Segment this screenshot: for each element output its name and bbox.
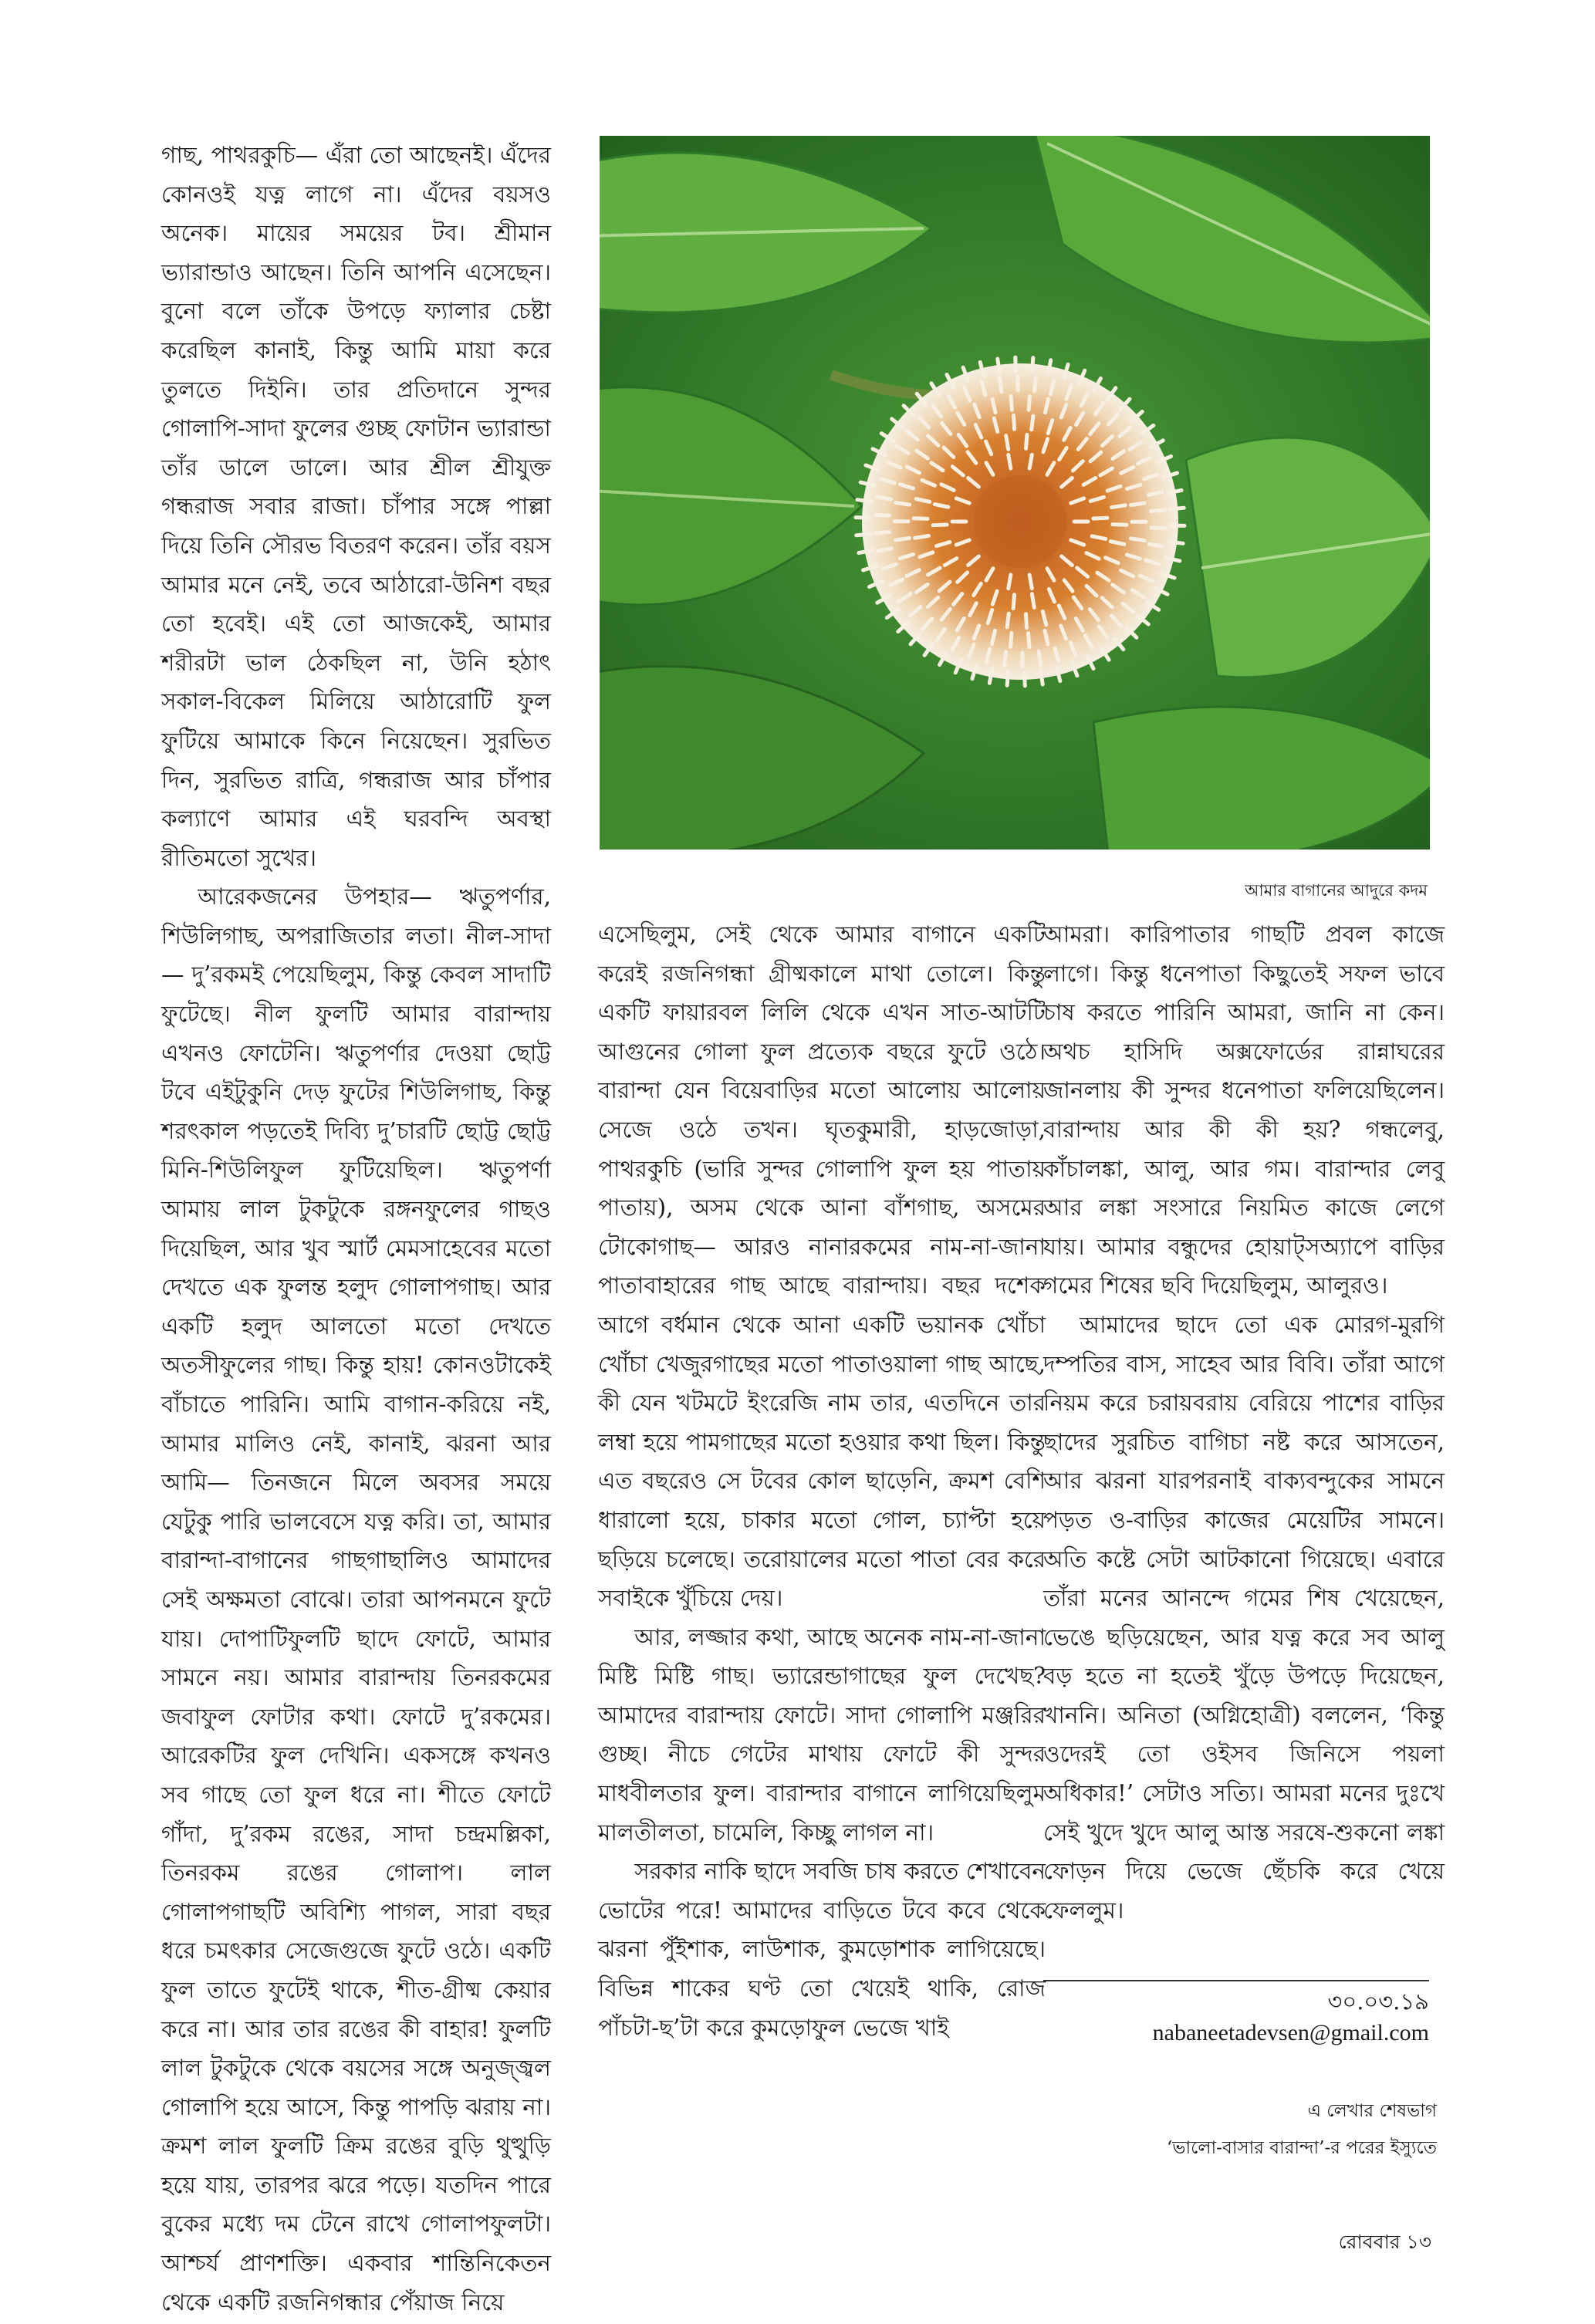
floret bbox=[1041, 671, 1042, 684]
paragraph: আমাদের ছাদে তো এক মোরগ-মুরগি দম্পতির বাস, সাহেব আর বিবি। তাঁরা আগে নিয়ম করে চরায়বরায় বেরিয়ে পাশের বাড়ির ছাদের সুরচিত বাগিচা নষ্ট করে আসতেন, আর ঝরনা যারপরনাই বাক্যবন্দুকের সামনে পড়ত ও-বাড়ির কাজের মেয়েটির সামনে। অতি কষ্টে সেটা আটকানো গিয়েছে। এবারে তাঁরা মনের আনন্দে গমের শিষ খেয়েছেন, ভেঙে ছড়িয়েছেন, আর যত্ন করে সব আলু বড় হতে না হতেই খুঁড়ে উপড়ে দিয়েছেন, খাননি। অনিতা (অগ্নিহোত্রী) বললেন, ‘কিন্তু ওদেরই তো ওইসব জিনিসে পয়লা অধিকার!’ সেটাও সত্যি। আমরা মনের দুঃখে সেই খুদে খুদে আলু আস্ত সরষে-শুকনো লঙ্কা ফোড়ন দিয়ে ভেজে ছেঁচকি করে খেয়ে ফেললুম। bbox=[1043, 1311, 1445, 1924]
floret bbox=[1048, 360, 1050, 374]
floret bbox=[989, 670, 992, 684]
floret bbox=[1025, 672, 1026, 686]
floret bbox=[1151, 510, 1164, 511]
floret bbox=[1009, 575, 1011, 589]
floret bbox=[1007, 671, 1008, 685]
floret bbox=[1026, 434, 1027, 448]
article-column-3 bbox=[1043, 915, 1445, 1930]
paragraph: আমরা। কারিপাতার গাছটি প্রবল কাজে লাগে। কিন্তু ধনেপাতা কিছুতেই সফল ভাবে চাষ করতে পারিনি আমরা, জানি না কেন। অথচ হাসিদি অক্সফোর্ডের রান্নাঘরের জানলায় কী সুন্দর ধনেপাতা ফলিয়েছিলেন। বারান্দায় আর কী কী হয়? গন্ধলেবু, কাঁচালঙ্কা, আলু, আর গম। বারান্দার লেবু আর লঙ্কা সংসারে নিয়মিত কাজে লেগে যায়। আমার বন্ধুদের হোয়াট্‌সঅ্যাপে বাড়ির গমের শিষের ছবি দিয়েছিলুম, আলুরও। bbox=[1043, 921, 1445, 1299]
floret bbox=[1009, 454, 1011, 468]
photo-caption: আমার বাগানের আদুরে কদম bbox=[1245, 881, 1428, 900]
floret bbox=[1013, 415, 1014, 429]
page-folio: রোববার ১৩ bbox=[1338, 2231, 1431, 2253]
floret bbox=[1130, 539, 1144, 541]
kadam-flower-illustration bbox=[600, 136, 1430, 850]
floret bbox=[1015, 357, 1016, 371]
floret bbox=[915, 535, 929, 538]
floret bbox=[934, 505, 948, 508]
floret bbox=[1007, 613, 1009, 627]
floret bbox=[1011, 396, 1012, 410]
floret bbox=[1032, 416, 1033, 430]
floret bbox=[857, 534, 870, 535]
floret bbox=[859, 550, 873, 552]
paragraph: এসেছিলুম, সেই থেকে আমার বাগানে একটি করেই রজনিগন্ধা গ্রীষ্মকালে মাথা তোলে। কিন্তু একটি ফায়ারবল লিলি থেকে এখন সাত-আটটি আগুনের গোলা ফুল প্রত্যেক বছরে ফুটে ওঠে। বারান্দা যেন বিয়েবাড়ির মতো আলোয় আলোয় সেজে ওঠে তখন। ঘৃতকুমারী, হাড়জোড়া, পাথরকুচি (ভারি সুন্দর গোলাপি ফুল হয় পাতায় পাতায়), অসম থেকে আনা বাঁশগাছ, অসমের টোকোগাছ— আরও নানারকমের নাম-না-জানা পাতাবাহারের গাছ আছে বারান্দায়। বছর দশেক আগে বর্ধমান থেকে আনা একটি ভয়ানক খোঁচা খোঁচা খেজুরগাছের মতো পাতাওয়ালা গাছ আছে, কী যেন খটমটে ইংরেজি নাম তার, এতদিনে তার লম্বা হয়ে পামগাছের মতো হওয়ার কথা ছিল। কিন্তু এত বছরেও সে টবের কোল ছাড়েনি, ক্রমশ বেশি ধারালো হয়ে, চাকার মতো গোল, চ্যাপ্টা হয়ে ছড়িয়ে চলেছে। তরোয়ালের মতো পাতা বের করে সবাইকে খুঁচিয়ে দেয়। bbox=[598, 921, 1046, 1612]
floret bbox=[857, 500, 871, 502]
paragraph: গাছ, পাথরকুচি— এঁরা তো আছেনই। এঁদের কোনওই যত্ন লাগে না। এঁদের বয়সও অনেক। মায়ের সময়ের টব। শ্রীমান ভ্যারান্ডাও আছেন। তিনি আপনি এসেছেন। বুনো বলে তাঁকে উপড়ে ফ্যালার চেষ্টা করেছিল কানাই, কিন্তু আমি মায়া করে তুলতে দিইনি। তার প্রতিদানে সুন্দর গোলাপি-সাদা ফুলের গুচ্ছ ফোটান ভ্যারান্ডা তাঁর ডালে ডালে। আর শ্রীল শ্রীযুক্ত গন্ধরাজ সবার রাজা। চাঁপার সঙ্গে পাল্লা দিয়ে তিনি সৌরভ বিতরণ করেন। তাঁর বয়স আমার মনে নেই, তবে আঠারো-উনিশ বছর তো হবেই। এই তো আজকেই, আমার শরীরটা ভাল ঠেকছিল না, উনি হঠাৎ সকাল-বিকেল মিলিয়ে আঠারোটি ফুল ফুটিয়ে আমাকে কিনে নিয়েছেন। সুরভিত দিন, সুরভিত রাত্রি, গন্ধরাজ আর চাঁপার কল্যাণে আমার এই ঘরবন্দি অবস্থা রীতিমতো সুখের। bbox=[161, 142, 551, 871]
floret bbox=[998, 359, 999, 373]
floret bbox=[1169, 542, 1183, 543]
floret bbox=[1032, 594, 1034, 608]
signature-date: ৩০.০৩.১৯ bbox=[1327, 1988, 1429, 2015]
article-column-2 bbox=[598, 915, 1046, 2047]
floret bbox=[1039, 651, 1041, 665]
author-email: nabaneetadevsen@gmail.com bbox=[1152, 2020, 1429, 2045]
floret bbox=[1092, 536, 1106, 539]
signature-divider bbox=[1043, 1980, 1429, 1981]
floret bbox=[1011, 633, 1012, 647]
kadam-flower-photo bbox=[600, 136, 1430, 850]
floret bbox=[999, 378, 1002, 392]
continuation-note: এ লেখার শেষভাগ bbox=[1307, 2101, 1437, 2121]
floret bbox=[1112, 505, 1126, 508]
floret bbox=[1151, 528, 1165, 529]
floret bbox=[896, 502, 910, 505]
paragraph: সরকার নাকি ছাদে সবজি চাষ করতে শেখাবেন ভোটের পরে! আমাদের বাড়িতে টবে কবে থেকে ঝরনা পুঁইশাক, লাউশাক, কুমড়োশাক লাগিয়েছে। বিভিন্ন শাকের ঘণ্ট তো খেয়েই থাকি, রোজ পাঁচটা-ছ’টা করে কুমড়োফুল ভেজে খাই bbox=[598, 1858, 1046, 2041]
floret bbox=[1150, 544, 1164, 546]
paragraph: আর, লজ্জার কথা, আছে অনেক নাম-না-জানা মিষ্টি মিষ্টি গাছ। ভ্যারেন্ডাগাছের ফুল দেখেছ? আমাদের বারান্দায় ফোটে। সাদা গোলাপি মঞ্জরির গুচ্ছ। নীচে গেটের মাথায় ফোটে কী সুন্দর মাধবীলতার ফুল। বারান্দার বাগানে লাগিয়েছিলুম মালতীলতা, চামেলি, কিচ্ছু লাগল না। bbox=[598, 1623, 1046, 1846]
floret bbox=[1005, 652, 1006, 666]
paragraph: আরেকজনের উপহার— ঋতুপর্ণার, শিউলিগাছ, অপরাজিতার লতা। নীল-সাদা— দু’রকমই পেয়েছিলুম, কিন্তু কেবল সাদাটি ফুটেছে। নীল ফুলটি আমার বারান্দায় এখনও ফোটেনি। ঋতুপর্ণার দেওয়া ছোট্ট টবে এইটুকুনি দেড় ফুটের শিউলিগাছ, কিন্তু শরৎকাল পড়তেই দিব্যি দু’চারটি ছোট্ট ছোট্ট মিনি-শিউলিফুল ফুটিয়েছিল। ঋতুপর্ণা আমায় লাল টুকটুকে রঙ্গনফুলের গাছও দিয়েছিল, আর খুব স্মার্ট মেমসাহেবের মতো দেখতে এক ফুলন্ত হলুদ গোলাপগাছ। আর একটি হলুদ আলতো মতো দেখতে অতসীফুলের গাছ। কিন্তু হায়! কোনওটাকেই বাঁচাতে পারিনি। আমি বাগান-করিয়ে নই, আমার মালিও নেই, কানাই, ঝরনা আর আমি— তিনজনে মিলে অবসর সময়ে যেটুকু পারি ভালবেসে যত্ন করি। তা, আমার বারান্দা-বাগানের গাছগাছালিও আমাদের সেই অক্ষমতা বোঝে। তারা আপনমনে ফুটে যায়। দোপাটিফুলটি ছাদে ফোটে, আমার সামনে নয়। আমার বারান্দায় তিনরকমের জবাফুল ফোটার কথা। ফোটে দু’রকমের। আরেকটির ফুল দেখিনি। একসঙ্গে কখনও সব গাছে তো ফুল ধরে না। শীতে ফোটে গাঁদা, দু’রকম রঙের, সাদা চন্দ্রমল্লিকা, তিনরকম রঙের গোলাপ। লাল গোলাপগাছটি অবিশ্যি পাগল, সারা বছর ধরে চমৎকার সেজেগুজে ফুটে ওঠে। একটি ফুল তাতে ফুটেই থাকে, শীত-গ্রীষ্ম কেয়ার করে না। আর তার রঙের কী বাহার! ফুলটি লাল টুকটুকে থেকে বয়সের সঙ্গে অনুজ্জ্বল গোলাপি হয়ে আসে, কিন্তু পাপড়ি ঝরায় না। ক্রমশ লাল ফুলটি ক্রিম রঙের বুড়ি থুত্থুড়ি হয়ে যায়, তারপর ঝরে পড়ে। যতদিন পারে বুকের মধ্যে দম টেনে রাখে গোলাপফুলটা। আশ্চর্য প্রাণশক্তি। একবার শান্তিনিকেতন থেকে একটি রজনিগন্ধার পেঁয়াজ নিয়ে bbox=[161, 883, 551, 2316]
floret bbox=[1168, 490, 1181, 492]
floret bbox=[1029, 575, 1032, 589]
continuation-note-title: ‘ভালো-বাসার বারান্দা’-র পরের ইস্যুতে bbox=[1167, 2138, 1437, 2158]
floret bbox=[1013, 595, 1014, 609]
floret bbox=[1006, 435, 1009, 449]
article-column-1 bbox=[161, 136, 551, 2322]
floret bbox=[876, 532, 890, 533]
floret bbox=[1034, 377, 1036, 391]
floret bbox=[1130, 503, 1144, 505]
floret bbox=[877, 497, 891, 499]
floret bbox=[896, 538, 910, 540]
floret bbox=[1029, 454, 1032, 468]
floret bbox=[1093, 518, 1107, 519]
